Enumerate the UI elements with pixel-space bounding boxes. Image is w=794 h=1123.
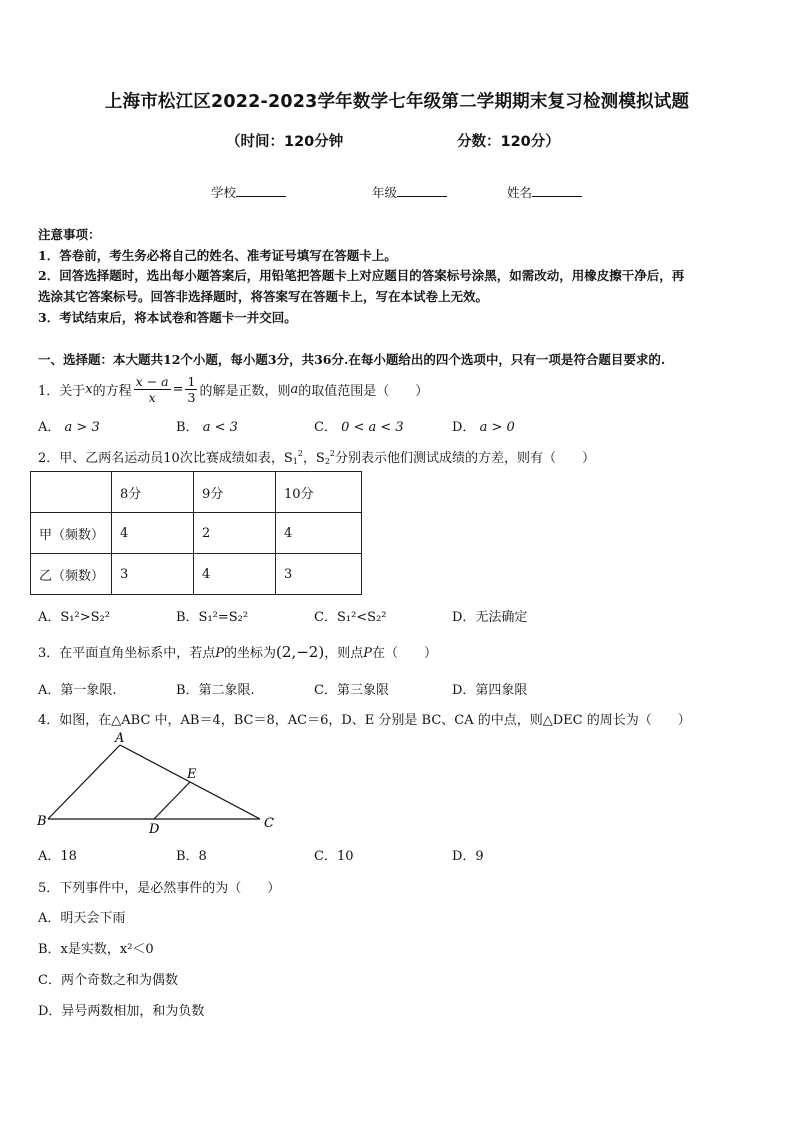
table-cell: 4 (276, 513, 362, 554)
table-cell: 4 (112, 513, 194, 554)
name-label: 姓名 (507, 185, 533, 200)
q4-option-d[interactable]: D．9 (452, 849, 484, 864)
triangle-figure (30, 728, 290, 838)
q1-text-mid2: 的解是正数，则 (199, 383, 291, 399)
q2-option-b[interactable]: B．S₁²=S₂² (176, 610, 249, 625)
q1-frac-left-den: x (148, 389, 156, 405)
exam-time: （时间：120分钟 (226, 134, 344, 150)
q4-option-b[interactable]: B．8 (176, 849, 207, 864)
side-ab (48, 745, 120, 819)
q1-text-pre: 1．关于 (38, 383, 86, 399)
q1-fraction-right (185, 374, 197, 405)
q1-option-c[interactable]: C． 0 < a < 3 (314, 420, 404, 435)
question-5-stem: 5．下列事件中，是必然事件的为（ ） (38, 881, 281, 896)
notice-item-2: 2．回答选择题时，选出每小题答案后，用铅笔把答题卡上对应题目的答案标号涂黑，如需改动，用橡皮擦干净后，再 (38, 268, 685, 283)
q5-option-c[interactable]: C．两个奇数之和为偶数 (38, 973, 178, 988)
question-2-stem: 2．甲、乙两名运动员10次比赛成绩如表，$S_1^2$，$S_2^2$分别表示他们测试成绩的方差，则有（ ） (38, 449, 596, 466)
notice-item-1: 1．答卷前，考生务必将自己的姓名、准考证号填写在答题卡上。 (38, 248, 397, 263)
segment-de (154, 782, 190, 819)
notice-item-2-cont: 选涂其它答案标号。回答非选择题时，将答案写在答题卡上，写在本试卷上无效。 (38, 289, 489, 304)
frequency-table (30, 471, 362, 595)
grade-blank[interactable] (397, 184, 447, 197)
q3-option-a[interactable]: A．第一象限. (38, 683, 117, 698)
school-blank[interactable] (236, 184, 286, 197)
q1-option-a[interactable]: A． a > 3 (38, 420, 100, 435)
table-cell: 3 (112, 554, 194, 595)
label-d: D (149, 822, 160, 837)
school-field[interactable] (211, 183, 286, 201)
table-row (31, 513, 362, 554)
notice-item-3: 3．考试结束后，将本试卷和答题卡一并交回。 (38, 310, 297, 325)
grade-field[interactable] (372, 183, 447, 201)
grade-label: 年级 (372, 185, 398, 200)
q1-text-mid: 的方程 (92, 383, 132, 399)
q1-var-x: x (85, 381, 93, 397)
table-cell: 10分 (276, 472, 362, 513)
table-row (31, 472, 362, 513)
question-4-stem: 4．如图，在△ABC 中，AB＝4，BC＝8，AC＝6，D、E 分别是 BC、CA 的中点，则△DEC 的周长为（ ） (38, 713, 691, 728)
table-cell (31, 472, 112, 513)
q1-frac-right-den: 3 (187, 389, 196, 405)
table-cell: 甲（频数） (31, 513, 112, 554)
page-title: 上海市松江区2022-2023学年数学七年级第二学期期末复习检测模拟试题 (104, 92, 690, 112)
table-cell: 4 (194, 554, 276, 595)
q2-option-c[interactable]: C．S₁²<S₂² (314, 610, 387, 625)
q1-fraction-left (134, 374, 171, 405)
school-label: 学校 (211, 185, 237, 200)
q5-option-a[interactable]: A．明天会下雨 (38, 911, 126, 926)
q2-option-d[interactable]: D．无法确定 (452, 610, 528, 625)
label-a: A (115, 731, 125, 746)
q1-frac-left-num: x − a (135, 373, 169, 389)
name-field[interactable] (507, 183, 582, 201)
section-heading: 一、选择题：本大题共12个小题，每小题3分，共36分.在每小题给出的四个选项中，只有一项是符合题目要求的. (38, 352, 666, 367)
q1-option-d[interactable]: D． a > 0 (452, 420, 515, 435)
q4-option-a[interactable]: A．18 (38, 849, 77, 864)
label-e: E (187, 767, 197, 782)
q5-option-d[interactable]: D．异号两数相加，和为负数 (38, 1004, 205, 1019)
q1-equals: = (172, 381, 184, 397)
q1-var-a: a (290, 381, 299, 397)
table-cell: 乙（频数） (31, 554, 112, 595)
notice-heading: 注意事项： (38, 227, 101, 242)
table-cell: 8分 (112, 472, 194, 513)
q3-option-c[interactable]: C．第三象限 (314, 683, 389, 698)
q2-option-a[interactable]: A．S₁²>S₂² (38, 610, 110, 625)
name-blank[interactable] (532, 184, 582, 197)
question-3-stem: 3．在平面直角坐标系中，若点P的坐标为(2,−2)，则点P在（ ） (38, 643, 437, 661)
q3-option-b[interactable]: B．第二象限. (176, 683, 255, 698)
q1-text-post: 的取值范围是（ ） (298, 383, 429, 399)
q5-option-b[interactable]: B．x是实数，x²＜0 (38, 942, 154, 957)
q1-option-b[interactable]: B． a < 3 (176, 420, 238, 435)
table-row (31, 554, 362, 595)
question-1-stem (38, 370, 428, 408)
label-b: B (37, 814, 47, 829)
table-cell: 9分 (194, 472, 276, 513)
q4-option-c[interactable]: C．10 (314, 849, 354, 864)
exam-score: 分数：120分） (457, 134, 560, 150)
table-cell: 2 (194, 513, 276, 554)
q1-frac-right-num: 1 (187, 373, 196, 389)
q3-option-d[interactable]: D．第四象限 (452, 683, 528, 698)
label-c: C (264, 816, 274, 831)
table-cell: 3 (276, 554, 362, 595)
